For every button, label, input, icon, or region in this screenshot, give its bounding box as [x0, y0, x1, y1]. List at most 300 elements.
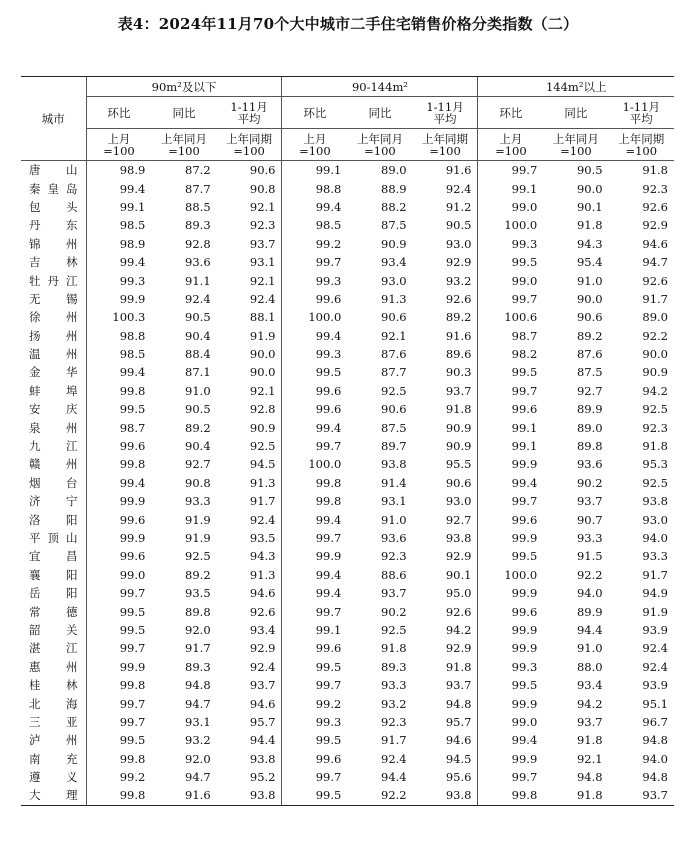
value-cell: 92.1 — [249, 273, 276, 288]
value-cell: 90.5 — [185, 402, 211, 417]
value-cell: 93.0 — [642, 512, 668, 527]
value-cell: 88.6 — [381, 567, 407, 582]
value-cell: 92.2 — [642, 328, 668, 343]
value-cell: 91.0 — [576, 641, 603, 656]
value-cell: 89.9 — [576, 604, 603, 619]
value-cell: 90.9 — [445, 439, 472, 454]
value-cell: 94.7 — [185, 696, 211, 711]
value-cell: 93.0 — [381, 273, 407, 288]
value-cell: 91.8 — [576, 218, 603, 233]
value-cell: 89.8 — [576, 439, 603, 454]
value-cell: 92.1 — [249, 199, 276, 214]
value-cell: 89.9 — [576, 402, 603, 417]
value-cell: 91.8 — [642, 163, 668, 178]
value-cell: 92.9 — [445, 255, 472, 270]
value-cell: 99.8 — [86, 786, 151, 805]
value-cell: 87.5 — [381, 218, 407, 233]
value-cell: 99.9 — [478, 455, 543, 473]
value-cell: 93.3 — [185, 494, 211, 509]
value-cell: 98.5 — [282, 216, 347, 234]
value-cell: 93.9 — [642, 622, 668, 637]
value-cell: 99.4 — [282, 510, 347, 528]
value-cell: 94.3 — [249, 549, 276, 564]
value-cell: 93.7 — [445, 383, 472, 398]
value-cell: 89.0 — [381, 163, 407, 178]
city-cell: 包头 — [29, 199, 78, 214]
city-cell: 徐州 — [29, 310, 78, 325]
value-cell: 98.9 — [86, 235, 151, 253]
value-cell: 99.7 — [282, 602, 347, 620]
value-cell: 98.8 — [86, 327, 151, 345]
value-cell: 94.9 — [642, 586, 668, 601]
value-cell: 99.4 — [86, 253, 151, 271]
value-cell: 94.6 — [249, 586, 276, 601]
value-cell: 94.2 — [576, 696, 603, 711]
city-cell: 金华 — [29, 365, 78, 380]
value-cell: 92.4 — [249, 512, 276, 527]
price-index-table — [21, 76, 674, 806]
value-cell: 99.8 — [86, 455, 151, 473]
value-cell: 92.3 — [642, 181, 668, 196]
value-cell: 99.9 — [478, 621, 543, 639]
value-cell: 91.9 — [185, 512, 211, 527]
value-cell: 88.9 — [381, 181, 407, 196]
base-header: 上月 =100 — [478, 129, 543, 161]
value-cell: 99.9 — [282, 547, 347, 565]
value-cell: 91.0 — [185, 383, 211, 398]
value-cell: 93.0 — [445, 494, 472, 509]
value-cell: 93.7 — [576, 494, 603, 509]
value-cell: 90.1 — [445, 567, 472, 582]
value-cell: 89.2 — [576, 328, 603, 343]
value-cell: 99.6 — [282, 750, 347, 768]
value-cell: 98.5 — [86, 345, 151, 363]
city-cell: 牡丹江 — [29, 273, 78, 288]
table-row — [21, 235, 674, 253]
value-cell: 92.4 — [642, 659, 668, 674]
city-cell: 泸州 — [29, 733, 78, 748]
value-cell: 99.7 — [478, 290, 543, 308]
value-cell: 99.5 — [86, 621, 151, 639]
value-cell: 87.7 — [185, 181, 211, 196]
table-row — [21, 621, 674, 639]
value-cell: 99.5 — [478, 363, 543, 381]
value-cell: 99.6 — [282, 382, 347, 400]
value-cell: 99.4 — [282, 418, 347, 436]
value-cell: 89.2 — [185, 420, 211, 435]
value-cell: 93.7 — [381, 586, 407, 601]
value-cell: 99.5 — [282, 731, 347, 749]
value-cell: 91.2 — [445, 199, 472, 214]
value-cell: 99.9 — [86, 492, 151, 510]
table-row — [21, 161, 674, 180]
value-cell: 99.6 — [478, 510, 543, 528]
metric-header: 环比 — [282, 97, 347, 129]
value-cell: 92.5 — [642, 402, 668, 417]
value-cell: 99.0 — [478, 198, 543, 216]
city-cell: 三亚 — [29, 714, 78, 729]
value-cell: 93.0 — [445, 236, 472, 251]
value-cell: 99.8 — [86, 676, 151, 694]
table-row — [21, 216, 674, 234]
table-row — [21, 492, 674, 510]
value-cell: 90.8 — [185, 475, 211, 490]
value-cell: 92.1 — [249, 383, 276, 398]
value-cell: 91.9 — [185, 531, 211, 545]
value-cell: 87.6 — [576, 347, 603, 362]
value-cell: 94.7 — [642, 255, 668, 270]
value-cell: 90.9 — [642, 365, 668, 380]
value-cell: 99.3 — [282, 271, 347, 289]
city-cell: 秦皇岛 — [29, 181, 78, 196]
value-cell: 91.5 — [576, 549, 603, 564]
value-cell: 98.7 — [86, 418, 151, 436]
value-cell: 93.8 — [217, 786, 282, 805]
table-row — [21, 308, 674, 326]
value-cell: 99.4 — [478, 474, 543, 492]
value-cell: 91.3 — [381, 291, 407, 306]
value-cell: 91.7 — [642, 567, 668, 582]
value-cell: 99.6 — [282, 639, 347, 657]
value-cell: 94.8 — [576, 770, 603, 785]
value-cell: 99.8 — [282, 492, 347, 510]
value-cell: 99.5 — [86, 731, 151, 749]
value-cell: 87.7 — [381, 365, 407, 380]
table-row — [21, 271, 674, 289]
value-cell: 99.4 — [86, 363, 151, 381]
group-header-small: 90m²及以下 — [86, 77, 282, 97]
value-cell: 99.9 — [478, 694, 543, 712]
value-cell: 92.2 — [347, 786, 412, 805]
value-cell: 93.7 — [609, 786, 674, 805]
value-cell: 87.5 — [576, 365, 603, 380]
value-cell: 99.8 — [282, 474, 347, 492]
value-cell: 99.7 — [478, 161, 543, 180]
value-cell: 99.4 — [282, 584, 347, 602]
value-cell: 90.4 — [185, 439, 211, 454]
city-cell: 唐山 — [29, 163, 78, 178]
value-cell: 94.2 — [445, 622, 472, 637]
value-cell: 92.5 — [381, 622, 407, 637]
city-cell: 洛阳 — [29, 512, 78, 527]
value-cell: 89.0 — [576, 420, 603, 435]
value-cell: 93.1 — [185, 714, 211, 729]
value-cell: 89.7 — [381, 439, 407, 454]
value-cell: 99.4 — [86, 474, 151, 492]
value-cell: 90.8 — [249, 181, 276, 196]
value-cell: 90.0 — [576, 181, 603, 196]
value-cell: 94.6 — [249, 696, 276, 711]
value-cell: 99.4 — [478, 731, 543, 749]
metric-header: 环比 — [478, 97, 543, 129]
city-cell: 赣州 — [29, 457, 78, 472]
value-cell: 93.9 — [642, 678, 668, 693]
value-cell: 98.2 — [478, 345, 543, 363]
value-cell: 99.6 — [86, 437, 151, 455]
value-cell: 99.8 — [86, 750, 151, 768]
value-cell: 93.3 — [642, 549, 668, 564]
value-cell: 99.4 — [282, 566, 347, 584]
value-cell: 99.2 — [282, 235, 347, 253]
value-cell: 91.7 — [249, 494, 276, 509]
value-cell: 99.9 — [86, 290, 151, 308]
value-cell: 91.6 — [445, 163, 472, 178]
value-cell: 99.1 — [478, 437, 543, 455]
value-cell: 90.0 — [642, 347, 668, 362]
city-cell: 吉林 — [29, 255, 78, 270]
table-row — [21, 547, 674, 565]
city-cell: 济宁 — [29, 494, 78, 509]
table-row — [21, 437, 674, 455]
value-cell: 89.3 — [185, 659, 211, 674]
table-row — [21, 198, 674, 216]
city-cell: 蚌埠 — [29, 383, 78, 398]
value-cell: 92.1 — [381, 328, 407, 343]
value-cell: 99.6 — [86, 547, 151, 565]
value-cell: 99.5 — [282, 786, 347, 805]
value-cell: 99.7 — [282, 437, 347, 455]
value-cell: 94.6 — [445, 733, 472, 748]
table-row — [21, 363, 674, 381]
metric-header: 同比 — [347, 97, 412, 129]
metric-header: 1-11月 平均 — [413, 97, 478, 129]
value-cell: 93.8 — [642, 494, 668, 509]
value-cell: 99.6 — [282, 290, 347, 308]
value-cell: 93.6 — [185, 255, 211, 270]
value-cell: 99.4 — [282, 327, 347, 345]
city-cell: 桂林 — [29, 678, 78, 693]
table-row — [21, 529, 674, 547]
value-cell: 94.8 — [185, 678, 211, 693]
metric-header: 同比 — [543, 97, 608, 129]
value-cell: 90.6 — [381, 402, 407, 417]
value-cell: 93.2 — [381, 696, 407, 711]
value-cell: 99.8 — [86, 382, 151, 400]
value-cell: 91.7 — [381, 733, 407, 748]
value-cell: 93.2 — [185, 733, 211, 748]
city-cell: 遵义 — [29, 770, 78, 785]
value-cell: 87.6 — [381, 347, 407, 362]
city-cell: 惠州 — [29, 659, 78, 674]
value-cell: 93.8 — [413, 786, 478, 805]
value-cell: 93.7 — [249, 236, 276, 251]
metric-header: 1-11月 平均 — [217, 97, 282, 129]
value-cell: 93.4 — [381, 255, 407, 270]
value-cell: 88.0 — [576, 659, 603, 674]
value-cell: 94.0 — [642, 531, 668, 545]
table-row — [21, 510, 674, 528]
group-header-medium: 90-144m² — [282, 77, 478, 97]
value-cell: 89.2 — [445, 310, 472, 325]
value-cell: 99.6 — [282, 400, 347, 418]
value-cell: 94.3 — [576, 236, 603, 251]
value-cell: 92.5 — [642, 475, 668, 490]
city-cell: 北海 — [29, 696, 78, 711]
table-row — [21, 290, 674, 308]
table-row — [21, 382, 674, 400]
table-row — [21, 639, 674, 657]
value-cell: 99.9 — [478, 639, 543, 657]
value-cell: 92.2 — [576, 567, 603, 582]
value-cell: 99.1 — [282, 621, 347, 639]
value-cell: 93.4 — [249, 622, 276, 637]
value-cell: 99.7 — [282, 768, 347, 786]
value-cell: 92.5 — [249, 439, 276, 454]
value-cell: 92.3 — [381, 549, 407, 564]
value-cell: 99.1 — [478, 179, 543, 197]
table-row — [21, 179, 674, 197]
value-cell: 92.9 — [445, 641, 472, 656]
value-cell: 94.5 — [249, 457, 276, 472]
group-header-large: 144m²以上 — [478, 77, 674, 97]
value-cell: 92.6 — [642, 273, 668, 288]
value-cell: 92.4 — [185, 291, 211, 306]
value-cell: 92.6 — [445, 604, 472, 619]
base-header: 上年同月 =100 — [347, 129, 412, 161]
table-row — [21, 768, 674, 786]
value-cell: 90.9 — [249, 420, 276, 435]
value-cell: 92.4 — [642, 641, 668, 656]
value-cell: 90.9 — [381, 236, 407, 251]
value-cell: 93.8 — [249, 751, 276, 766]
table-row — [21, 327, 674, 345]
base-header: 上年同月 =100 — [543, 129, 608, 161]
value-cell: 92.4 — [249, 659, 276, 674]
value-cell: 95.6 — [445, 770, 472, 785]
city-cell: 平顶山 — [29, 531, 78, 545]
value-cell: 92.9 — [642, 218, 668, 233]
city-cell: 湛江 — [29, 641, 78, 656]
table-row — [21, 566, 674, 584]
value-cell: 94.0 — [576, 586, 603, 601]
value-cell: 91.8 — [445, 659, 472, 674]
value-cell: 99.6 — [478, 602, 543, 620]
value-cell: 92.3 — [381, 714, 407, 729]
value-cell: 94.4 — [249, 733, 276, 748]
value-cell: 91.0 — [576, 273, 603, 288]
value-cell: 91.9 — [642, 604, 668, 619]
value-cell: 94.5 — [445, 751, 472, 766]
value-cell: 91.7 — [185, 641, 211, 656]
value-cell: 99.5 — [478, 547, 543, 565]
value-cell: 92.7 — [185, 457, 211, 472]
value-cell: 90.5 — [445, 218, 472, 233]
value-cell: 91.8 — [543, 786, 608, 805]
value-cell: 94.8 — [445, 696, 472, 711]
value-cell: 92.9 — [445, 549, 472, 564]
base-header: 上年同月 =100 — [151, 129, 216, 161]
value-cell: 91.0 — [381, 512, 407, 527]
value-cell: 91.8 — [445, 402, 472, 417]
value-cell: 87.1 — [185, 365, 211, 380]
value-cell: 89.0 — [642, 310, 668, 325]
value-cell: 98.8 — [282, 179, 347, 197]
table-row — [21, 584, 674, 602]
city-cell: 泉州 — [29, 420, 78, 435]
value-cell: 99.5 — [86, 400, 151, 418]
city-cell: 南充 — [29, 751, 78, 766]
base-header: 上月 =100 — [282, 129, 347, 161]
value-cell: 94.4 — [381, 770, 407, 785]
value-cell: 90.4 — [185, 328, 211, 343]
value-cell: 99.4 — [282, 198, 347, 216]
value-cell: 91.4 — [381, 475, 407, 490]
value-cell: 99.0 — [478, 271, 543, 289]
value-cell: 93.6 — [576, 457, 603, 472]
value-cell: 99.9 — [478, 584, 543, 602]
value-cell: 99.5 — [478, 676, 543, 694]
value-cell: 92.4 — [249, 291, 276, 306]
value-cell: 90.2 — [381, 604, 407, 619]
value-cell: 91.8 — [576, 733, 603, 748]
value-cell: 93.1 — [381, 494, 407, 509]
value-cell: 94.4 — [576, 622, 603, 637]
value-cell: 99.6 — [478, 400, 543, 418]
value-cell: 88.4 — [185, 347, 211, 362]
city-cell: 温州 — [29, 347, 78, 362]
value-cell: 93.8 — [381, 457, 407, 472]
city-cell: 襄阳 — [29, 567, 78, 582]
value-cell: 90.3 — [445, 365, 472, 380]
base-header: 上年同期 =100 — [609, 129, 674, 161]
value-cell: 90.0 — [249, 365, 276, 380]
table-row — [21, 658, 674, 676]
city-cell: 岳阳 — [29, 586, 78, 601]
value-cell: 90.7 — [576, 512, 603, 527]
value-cell: 100.0 — [478, 216, 543, 234]
value-cell: 92.4 — [381, 751, 407, 766]
value-cell: 91.6 — [445, 328, 472, 343]
table-row — [21, 731, 674, 749]
value-cell: 100.6 — [478, 308, 543, 326]
value-cell: 89.3 — [381, 659, 407, 674]
value-cell: 99.3 — [86, 271, 151, 289]
value-cell: 91.8 — [381, 641, 407, 656]
table-row — [21, 345, 674, 363]
value-cell: 93.7 — [445, 678, 472, 693]
value-cell: 92.7 — [576, 383, 603, 398]
value-cell: 98.7 — [478, 327, 543, 345]
value-cell: 91.9 — [249, 328, 276, 343]
city-cell: 韶关 — [29, 622, 78, 637]
value-cell: 100.3 — [86, 308, 151, 326]
value-cell: 92.6 — [249, 604, 276, 619]
base-header: 上年同期 =100 — [217, 129, 282, 161]
value-cell: 99.7 — [478, 382, 543, 400]
value-cell: 91.8 — [642, 439, 668, 454]
city-cell: 扬州 — [29, 328, 78, 343]
value-cell: 99.7 — [282, 253, 347, 271]
value-cell: 91.3 — [249, 567, 276, 582]
value-cell: 92.3 — [642, 420, 668, 435]
value-cell: 94.6 — [642, 236, 668, 251]
value-cell: 91.6 — [151, 786, 216, 805]
value-cell: 87.5 — [381, 420, 407, 435]
value-cell: 99.7 — [86, 694, 151, 712]
value-cell: 88.5 — [185, 199, 211, 214]
value-cell: 100.0 — [282, 455, 347, 473]
value-cell: 99.7 — [86, 584, 151, 602]
value-cell: 89.2 — [185, 567, 211, 582]
value-cell: 95.7 — [445, 714, 472, 729]
table-row — [21, 474, 674, 492]
value-cell: 93.2 — [445, 273, 472, 288]
value-cell: 89.8 — [185, 604, 211, 619]
value-cell: 92.6 — [445, 291, 472, 306]
value-cell: 93.6 — [381, 531, 407, 545]
value-cell: 99.3 — [478, 658, 543, 676]
value-cell: 90.0 — [576, 291, 603, 306]
